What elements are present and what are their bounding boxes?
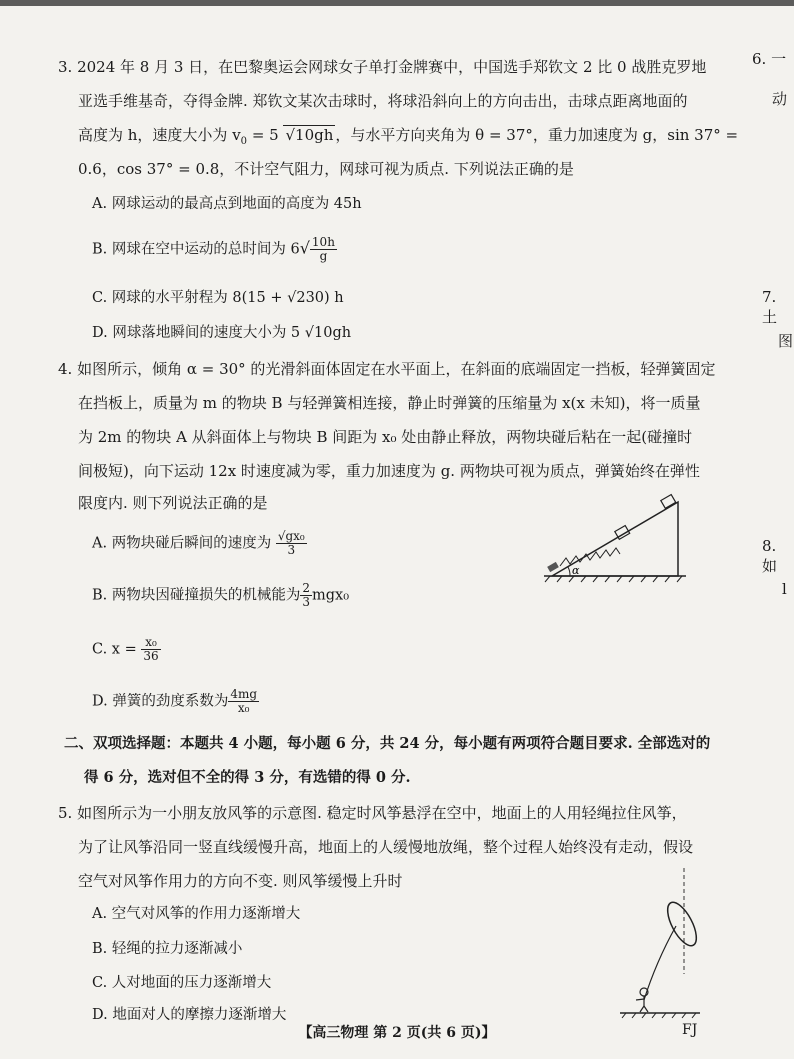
incline-spring-figure [540, 488, 690, 584]
kite-figure [616, 862, 706, 1022]
side-q7-cont: 图 [778, 332, 794, 350]
q3-option-d: D. 网球落地瞬间的速度大小为 5 √10gh [92, 325, 352, 341]
q3-line3: 高度为 h，速度大小为 $v_0 = 5$ √10gh ，与水平方向夹角为 θ = 37°，重力加速度为 g，sin 37° = [78, 126, 739, 147]
q5-option-d: D. 地面对人的摩擦力逐渐增大 [92, 1007, 287, 1023]
side-q8-cont: l [782, 580, 787, 598]
q5-option-c: C. 人对地面的压力逐渐增大 [92, 975, 272, 991]
q5-line1: 5. 如图所示为一小朋友放风筝的示意图. 稳定时风筝悬浮在空中，地面上的人用轻绳拉住风筝， [58, 804, 687, 822]
q4-option-b: B. 两物块因碰撞损失的机械能为 $\frac{2}{3}$ mgx₀ [92, 581, 350, 609]
footer-code: FJ [682, 1022, 698, 1038]
q5-line2: 为了让风筝沿同一竖直线缓慢升高，地面上的人缓慢地放绳，整个过程人始终没有走动，假设 [78, 838, 694, 856]
q4-option-d: D. 弹簧的劲度系数为 $\frac{4mg}{\text{x₀}}$ [92, 687, 258, 715]
q5-option-b: B. 轻绳的拉力逐渐减小 [92, 941, 243, 957]
page-footer: 【高三物理 第 2 页(共 6 页)】 [298, 1025, 496, 1041]
section-2-heading-line2: 得 6 分，选对但不全的得 3 分，有选错的得 0 分. [84, 769, 411, 786]
q5-line3: 空气对风筝作用力的方向不变. 则风筝缓慢上升时 [78, 872, 403, 890]
side-q7: 7. 土 [762, 288, 778, 326]
q4-line5: 限度内. 则下列说法正确的是 [78, 494, 268, 512]
q4-line3: 为 2m 的物块 A 从斜面体上与物块 B 间距为 x₀ 处由静止释放，两物块碰后粘在一起(碰撞时 [78, 428, 693, 446]
scan-top-edge [0, 0, 794, 6]
q3-option-b: B. 网球在空中运动的总时间为 6√ $\frac{10h}{g}$ [92, 235, 335, 263]
angle-alpha-label: α [572, 564, 580, 577]
q3-option-a: A. 网球运动的最高点到地面的高度为 45h [92, 196, 362, 212]
side-q6: 6. 一 [752, 50, 787, 68]
q3-option-c: C. 网球的水平射程为 8(15 + √230) h [92, 290, 344, 306]
q4-line4: 间极短)，向下运动 12x 时速度减为零，重力加速度为 g. 两物块可视为质点，弹簧始终在弹性 [78, 462, 700, 480]
q3-line2: 亚选手维基奇，夺得金牌. 郑钦文某次击球时，将球沿斜向上的方向击出，击球点距离地面的 [78, 92, 688, 110]
q3-line1: 3. 2024 年 8 月 3 日，在巴黎奥运会网球女子单打金牌赛中，中国选手郑钦文 2 比 0 战胜克罗地 [58, 58, 707, 76]
q4-line1: 4. 如图所示，倾角 α = 30° 的光滑斜面体固定在水平面上，在斜面的底端固定一挡板，轻弹簧固定 [58, 360, 716, 378]
q4-option-c: C. x = $\frac{\text{x₀}}{36}$ [92, 635, 159, 663]
side-q6-cont: 动 [772, 90, 788, 108]
q3-line4: 0.6，cos 37° = 0.8，不计空气阻力，网球可视为质点. 下列说法正确的是 [78, 160, 574, 178]
q4-line2: 在挡板上，质量为 m 的物块 B 与轻弹簧相连接，静止时弹簧的压缩量为 x(x 未知)，将一质量 [78, 394, 701, 412]
q5-option-a: A. 空气对风筝的作用力逐渐增大 [92, 906, 301, 922]
section-2-heading-line1: 二、双项选择题：本题共 4 小题，每小题 6 分，共 24 分，每小题有两项符合题目要求. 全部选对的 [64, 735, 711, 752]
q4-option-a: A. 两物块碰后瞬间的速度为 $\frac{\text{√gx₀}}{3}$ [92, 529, 305, 557]
side-q8: 8. 如 [762, 537, 778, 575]
